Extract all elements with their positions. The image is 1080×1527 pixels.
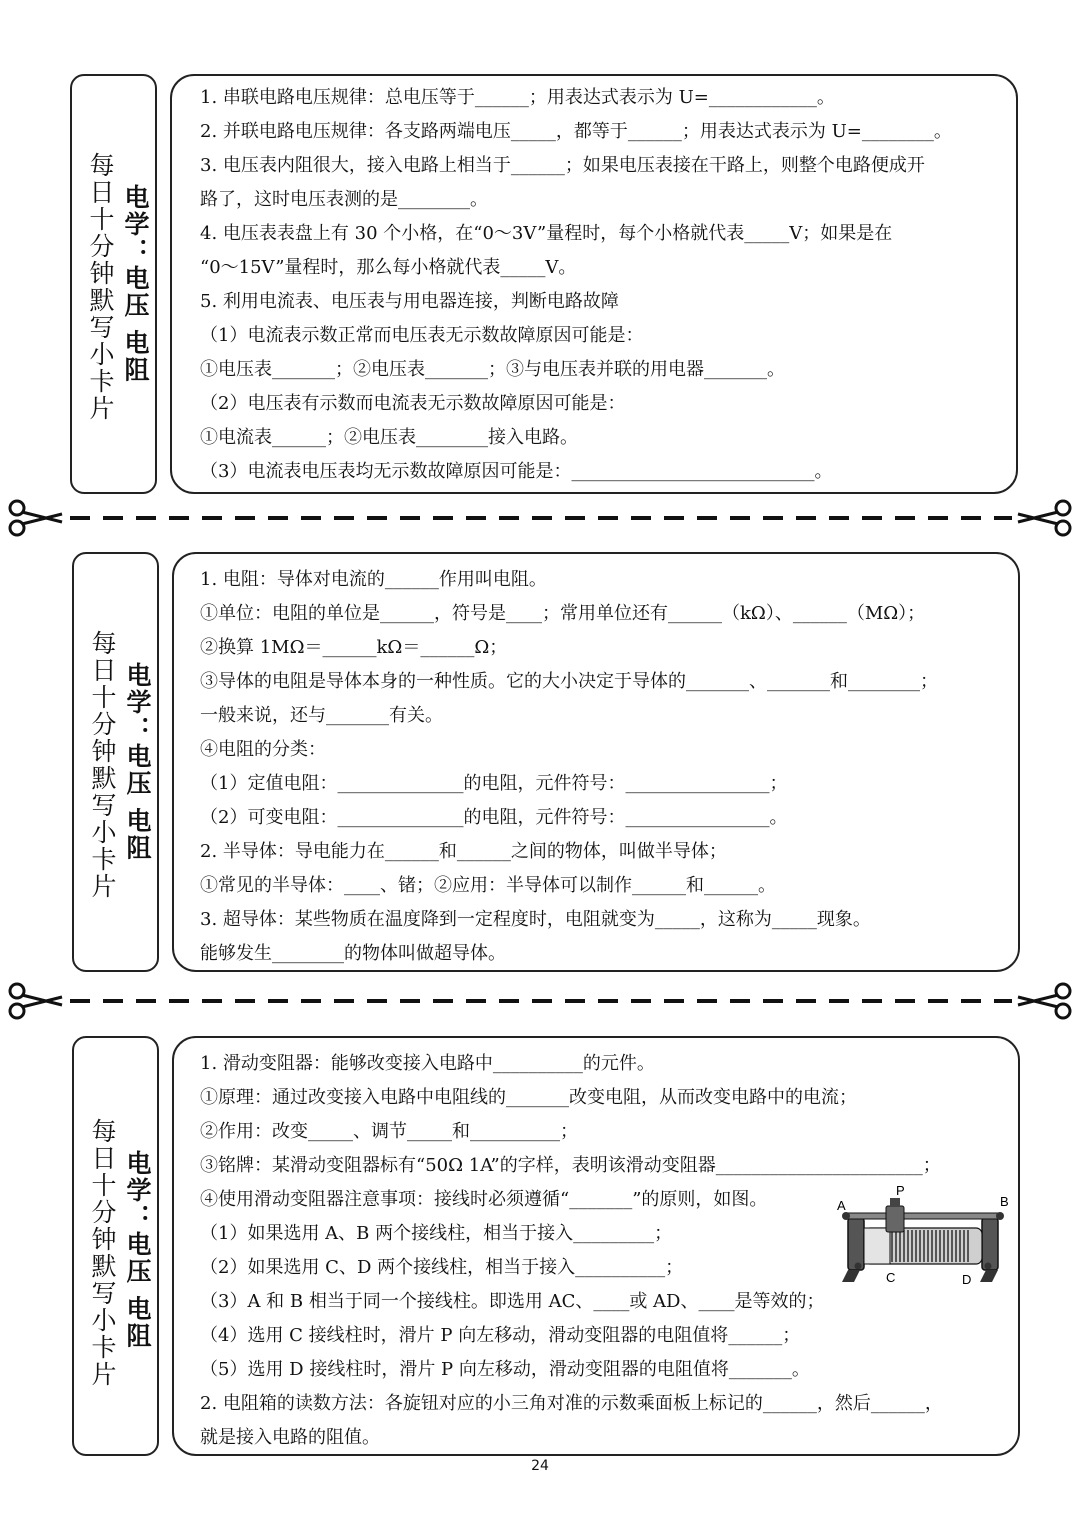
card2-line-8: （2）可变电阻：______________的电阻，元件符号：________________。 [200,807,788,828]
card3-line-3: ②作用：改变_____、调节_____和__________； [200,1121,578,1142]
card2-line-4: ③导体的电阻是导体本身的一种性质。它的大小决定于导体的_______、_______和________； [200,671,938,692]
card1-line-3: 3. 电压表内阻很大，接入电路上相当于______；如果电压表接在干路上，则整个电路便成开 [200,155,925,176]
card2-line-12: 能够发生________的物体叫做超导体。 [200,943,506,964]
card2-content-box [172,552,1020,972]
card3-content-box [172,1036,1020,1456]
card1-side-label [70,74,157,494]
card1-line-2: 2. 并联电路电压规律：各支路两端电压_____，都等于______；用表达式表示为 U=________。 [200,121,952,142]
label-c: C [886,1270,896,1285]
card3-side-subtitle: 电学：电压 电阻 [123,1150,152,1350]
card1-line-7: 5. 利用电流表、电压表与用电器连接，判断电路故障 [200,291,619,312]
scissors-icon [10,984,62,1018]
scissors-icon [10,501,62,535]
card2-line-1: 1. 电阻：导体对电流的______作用叫电阻。 [200,569,547,590]
card3-line-5: ④使用滑动变阻器注意事项：接线时必须遵循“_______”的原则，如图。 [200,1189,768,1210]
rheostat-figure [834,1184,1012,1288]
card3-line-10: （5）选用 D 接线柱时，滑片 P 向左移动，滑动变阻器的电阻值将_______。 [200,1359,810,1380]
card2-line-11: 3. 超导体：某些物质在温度降到一定程度时，电阻就变为_____，这称为_____现象。 [200,909,871,930]
card3-side-label [72,1036,159,1456]
card3-line-1: 1. 滑动变阻器：能够改变接入电路中__________的元件。 [200,1053,655,1074]
card3-line-4: ③铭牌：某滑动变阻器标有“50Ω 1A”的字样，表明该滑动变阻器_______________________； [200,1155,941,1176]
card1-side-title: 每日十分钟默写小卡片 [86,152,115,422]
card2-side-subtitle: 电学：电压 电阻 [123,662,152,862]
card3-line-11: 2. 电阻箱的读数方法：各旋钮对应的小三角对准的示数乘面板上标记的______，然后______， [200,1393,943,1414]
card3-side-title: 每日十分钟默写小卡片 [88,1118,117,1388]
card1-side-subtitle: 电学：电压 电阻 [121,184,150,384]
label-b: B [1000,1194,1009,1209]
cut-line-1 [0,498,1080,538]
card2-line-6: ④电阻的分类： [200,739,326,760]
scissors-icon [1018,501,1070,535]
card3-line-2: ①原理：通过改变接入电路中电阻线的_______改变电阻，从而改变电路中的电流； [200,1087,857,1108]
scissors-icon [1018,984,1070,1018]
card1-content-box [170,74,1018,494]
card3-line-7: （2）如果选用 C、D 两个接线柱，相当于接入__________； [200,1257,684,1278]
card1-line-11: ①电流表______；②电压表________接入电路。 [200,427,578,448]
card2-line-7: （1）定值电阻：______________的电阻，元件符号：________________； [200,773,788,794]
card3-line-6: （1）如果选用 A、B 两个接线柱，相当于接入_________； [200,1223,673,1244]
card2-line-3: ②换算 1MΩ＝______kΩ＝______Ω； [200,637,508,658]
card1-line-10: （2）电压表有示数而电流表无示数故障原因可能是： [200,393,626,414]
card2-line-10: ①常见的半导体：____、锗；②应用：半导体可以制作______和______。 [200,875,776,896]
card2-line-9: 2. 半导体：导电能力在______和______之间的物体，叫做半导体； [200,841,727,862]
card1-line-5: 4. 电压表表盘上有 30 个小格，在“0～3V”量程时，每个小格就代表_____V；如果是在 [200,223,893,244]
card1-line-4: 路了，这时电压表测的是________。 [200,189,488,210]
card1-line-12: （3）电流表电压表均无示数故障原因可能是：___________________________。 [200,461,833,482]
page-number: 24 [531,1458,549,1474]
card3-line-9: （4）选用 C 接线柱时，滑片 P 向左移动，滑动变阻器的电阻值将______； [200,1325,801,1346]
card2-side-title: 每日十分钟默写小卡片 [88,630,117,900]
card2-side-label [72,552,159,972]
card1-line-1: 1. 串联电路电压规律：总电压等于______；用表达式表示为 U=____________。 [200,87,835,108]
card1-line-8: （1）电流表示数正常而电压表无示数故障原因可能是： [200,325,644,346]
label-p: P [896,1184,905,1198]
card3-line-12: 就是接入电路的阻值。 [200,1427,380,1448]
label-d: D [962,1272,972,1287]
card2-line-2: ①单位：电阻的单位是______，符号是____；常用单位还有______（kΩ）、______（MΩ）； [200,603,926,624]
card1-line-9: ①电压表_______；②电压表_______；③与电压表并联的用电器_______。 [200,359,785,380]
card1-line-6: “0～15V”量程时，那么每小格就代表_____V。 [200,257,577,278]
cut-line-2 [0,981,1080,1021]
label-a: A [837,1198,846,1213]
card2-line-5: 一般来说，还与_______有关。 [200,705,443,726]
card3-line-8: （3）A 和 B 相当于同一个接线柱。即选用 AC、____或 AD、____是等效的； [200,1291,825,1312]
